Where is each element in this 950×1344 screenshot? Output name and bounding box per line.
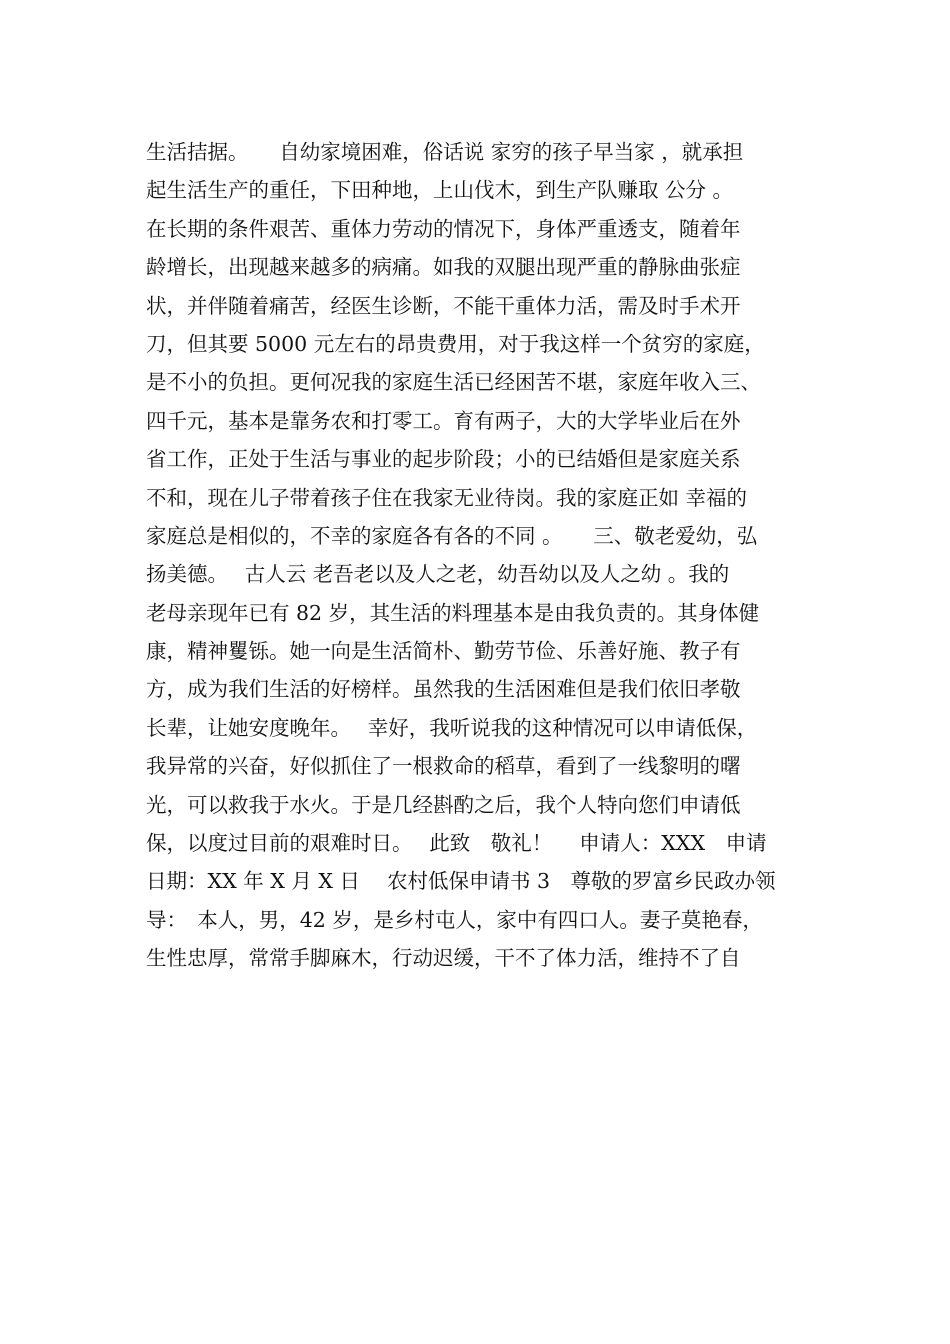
text-line: 在长期的条件艰苦、重体力劳动的情况下，身体严重透支，随着年 bbox=[146, 216, 741, 241]
text-line: 保，以度过目前的艰难时日。 此致 敬礼！ 申请人：XXX 申请 bbox=[146, 831, 767, 856]
text-line: 日期：XX 年 X 月 X 日 农村低保申请书 3 尊敬的罗富乡民政办领 bbox=[146, 869, 776, 894]
text-line: 方，成为我们生活的好榜样。虽然我的生活困难但是我们依旧孝敬 bbox=[146, 677, 741, 702]
text-line: 生性忠厚，常常手脚麻木，行动迟缓，干不了体力活，维持不了自 bbox=[146, 946, 741, 971]
text-line: 我异常的兴奋，好似抓住了一根救命的稻草，看到了一线黎明的曙 bbox=[146, 754, 741, 779]
text-line: 康，精神矍铄。她一向是生活简朴、勤劳节俭、乐善好施、教子有 bbox=[146, 639, 741, 664]
text-line: 起生活生产的重任，下田种地，上山伐木，到生产队赚取 公分 。 bbox=[146, 178, 734, 203]
text-line: 龄增长，出现越来越多的病痛。如我的双腿出现严重的静脉曲张症 bbox=[146, 255, 741, 280]
text-line: 光，可以救我于水火。于是几经斟酌之后，我个人特向您们申请低 bbox=[146, 792, 741, 817]
text-line: 不和，现在儿子带着孩子住在我家无业待岗。我的家庭正如 幸福的 bbox=[146, 485, 748, 510]
text-line: 家庭总是相似的，不幸的家庭各有各的不同 。 三、敬老爱幼，弘 bbox=[146, 523, 758, 548]
text-line: 状，并伴随着痛苦，经医生诊断，不能干重体力活，需及时手术开 bbox=[146, 293, 741, 318]
text-line: 生活拮据。 自幼家境困难，俗话说 家穷的孩子早当家 ，就承担 bbox=[146, 140, 744, 164]
text-line: 老母亲现年已有 82 岁，其生活的料理基本是由我负责的。其身体健 bbox=[146, 600, 760, 625]
text-line: 导： 本人，男，42 岁，是乡村屯人，家中有四口人。妻子莫艳春， bbox=[146, 907, 763, 932]
body-text bbox=[146, 133, 826, 978]
text-line: 四千元，基本是靠务农和打零工。育有两子，大的大学毕业后在外 bbox=[146, 408, 741, 433]
text-line: 省工作，正处于生活与事业的起步阶段；小的已结婚但是家庭关系 bbox=[146, 447, 741, 472]
text-line: 是不小的负担。更何况我的家庭生活已经困苦不堪，家庭年收入三、 bbox=[146, 370, 761, 395]
text-line: 刀，但其要 5000 元左右的昂贵费用，对于我这样一个贫穷的家庭， bbox=[146, 331, 765, 356]
text-line: 扬美德。 古人云 老吾老以及人之老，幼吾幼以及人之幼 。我的 bbox=[146, 562, 730, 587]
text-line: 长辈，让她安度晚年。 幸好，我听说我的这种情况可以申请低保， bbox=[146, 715, 758, 740]
